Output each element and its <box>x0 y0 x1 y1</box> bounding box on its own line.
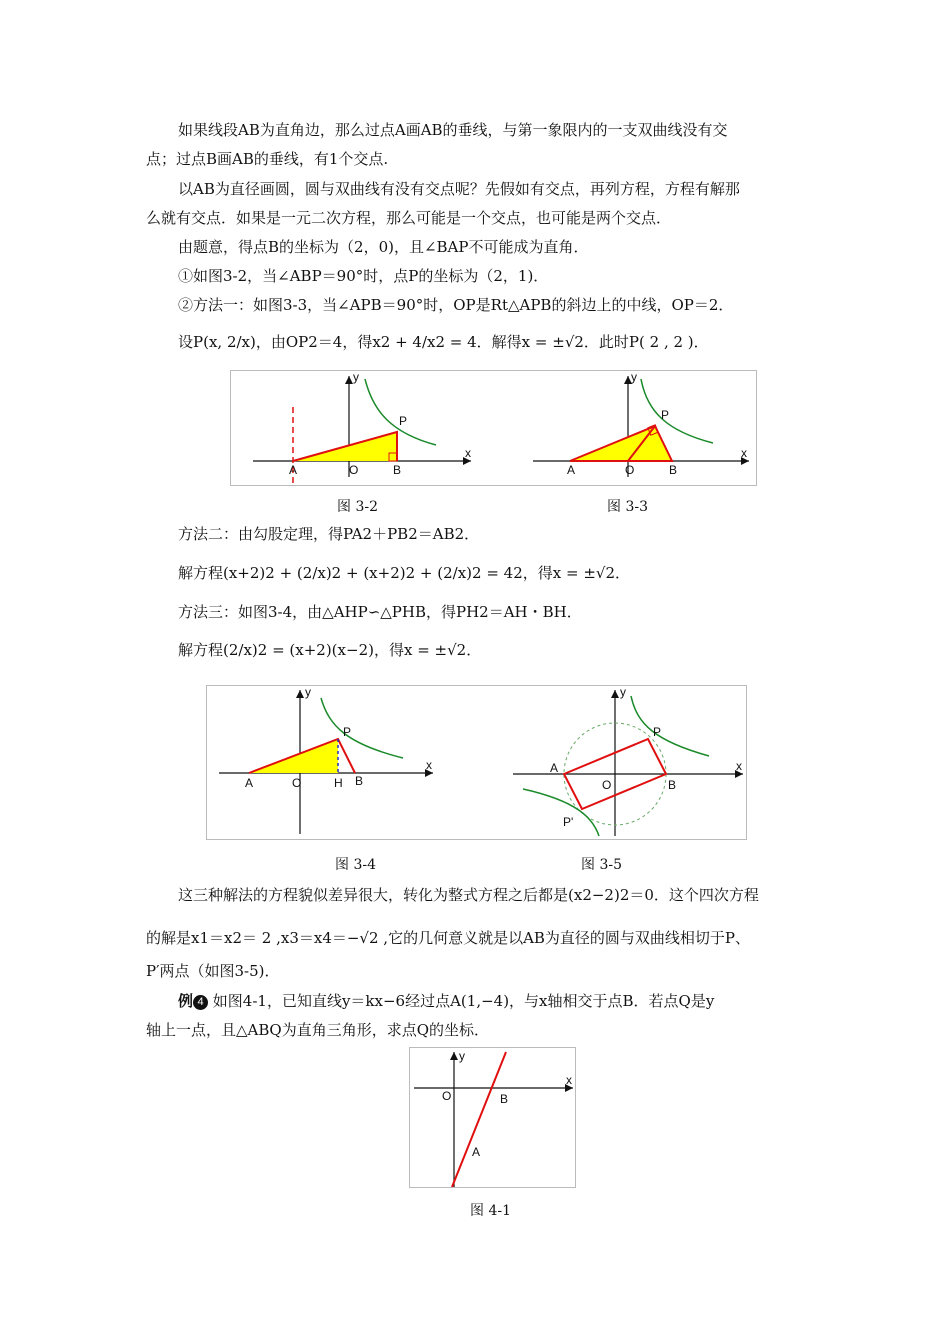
paragraph-line-8: 设P(x, 2/x)，由OP2＝4，得x2 + 4/x2 = 4．解得x = ±√2．此时P( 2 , 2 )． <box>178 333 709 351</box>
f41-x-label: x <box>566 1073 572 1087</box>
f33-y-label: y <box>631 371 637 384</box>
f35-label-A: A <box>550 761 559 775</box>
f33-x-label: x <box>741 446 747 460</box>
f35-y-label: y <box>620 686 626 699</box>
paragraph-line-15: P′两点（如图3-5)． <box>146 962 280 980</box>
f34-label-O: O <box>292 776 302 790</box>
f35-x-label: x <box>736 759 742 773</box>
f32-label-A: A <box>289 463 298 477</box>
f41-y-label: y <box>459 1049 465 1063</box>
example-word: 例 <box>178 992 194 1010</box>
f33-label-P: P <box>661 408 670 422</box>
figure-3-2-3-3-svg <box>231 371 756 485</box>
paragraph-line-17: 轴上一点，且△ABQ为直角三角形，求点Q的坐标． <box>146 1021 489 1039</box>
figure-3-2-3-3-frame <box>230 370 757 486</box>
paragraph-line-5: 由题意，得点B的坐标为（2，0)，且∠BAP不可能成为直角． <box>178 238 589 256</box>
f32-y-label: y <box>353 371 359 384</box>
f34-label-H: H <box>334 776 343 790</box>
f32-y-arrow <box>345 376 353 384</box>
example-number-badge: 4 <box>193 995 208 1010</box>
paragraph-line-7: ②方法一：如图3-3，当∠APB＝90°时，OP是Rt△APB的斜边上的中线，OP＝2． <box>178 296 734 314</box>
f35-hyperbola-lower <box>523 789 599 836</box>
f35-label-O: O <box>602 778 612 792</box>
f35-y-arrow <box>611 690 619 698</box>
f32-hyperbola <box>365 379 436 445</box>
figure-3-4-3-5-svg <box>207 686 746 839</box>
f41-label-A: A <box>472 1145 481 1159</box>
f41-label-B: B <box>500 1092 509 1106</box>
f32-x-label: x <box>465 446 471 460</box>
paragraph-line-6: ①如图3-2，当∠ABP＝90°时，点P的坐标为（2，1)． <box>178 267 549 285</box>
f35-label-P: P <box>653 725 662 739</box>
example-4-text: 如图4-1，已知直线y＝kx−6经过点A(1,−4)，与x轴相交于点B．若点Q是y <box>212 992 715 1010</box>
paragraph-line-12: 解方程(2/x)2 = (x+2)(x−2)，得x = ±√2． <box>178 641 482 659</box>
paragraph-line-2: 点；过点B画AB的垂线，有1个交点. <box>146 150 389 168</box>
example-4-first-line <box>178 991 714 1011</box>
paragraph-line-13: 这三种解法的方程貌似差异很大，转化为整式方程之后都是(x2−2)2＝0．这个四次方程 <box>178 886 759 904</box>
f34-y-arrow <box>296 690 304 698</box>
caption-fig-3-5: 图 3-5 <box>581 857 622 873</box>
paragraph-line-4: 么就有交点．如果是一元二次方程，那么可能是一个交点，也可能是两个交点． <box>146 209 672 227</box>
figure-4-1-svg <box>410 1048 575 1187</box>
paragraph-line-9: 方法二：由勾股定理，得PA2＋PB2＝AB2． <box>178 525 480 543</box>
caption-fig-3-3: 图 3-3 <box>607 499 648 515</box>
f34-label-P: P <box>343 725 352 739</box>
f33-label-O: O <box>625 463 635 477</box>
caption-fig-3-2: 图 3-2 <box>337 499 378 515</box>
caption-fig-3-4: 图 3-4 <box>335 857 376 873</box>
f34-label-A: A <box>245 776 254 790</box>
f35-label-P-prime: P' <box>563 815 574 829</box>
f32-label-P: P <box>399 414 408 428</box>
f41-line <box>452 1052 509 1187</box>
f34-y-label: y <box>305 686 311 699</box>
f34-x-label: x <box>426 758 432 772</box>
paragraph-line-14: 的解是x1＝x2＝ 2 ,x3＝x4＝−√2 ,它的几何意义就是以AB为直径的圆与双曲线相切于P、 <box>146 929 751 947</box>
paragraph-line-11: 方法三：如图3-4，由△AHP∽△PHB，得PH2＝AH・BH． <box>178 603 582 621</box>
figure-3-4-3-5-frame <box>206 685 747 840</box>
f32-label-O: O <box>349 463 359 477</box>
paragraph-line-1: 如果线段AB为直角边，那么过点A画AB的垂线，与第一象限内的一支双曲线没有交 <box>178 121 728 139</box>
f41-label-O: O <box>442 1089 452 1103</box>
f34-label-B: B <box>355 774 364 788</box>
paragraph-line-10: 解方程(x+2)2 + (2/x)2 + (x+2)2 + (2/x)2 = 42，得x = ±√2． <box>178 564 630 582</box>
paragraph-line-3: 以AB为直径画圆，圆与双曲线有没有交点呢？先假如有交点，再列方程，方程有解那 <box>178 180 740 198</box>
f35-label-B: B <box>668 778 677 792</box>
f33-label-B: B <box>669 463 678 477</box>
f35-hyperbola-upper <box>631 696 709 756</box>
figure-4-1-frame <box>409 1047 576 1188</box>
f41-y-arrow <box>450 1052 458 1060</box>
f33-label-A: A <box>567 463 576 477</box>
caption-fig-4-1: 图 4-1 <box>470 1203 511 1219</box>
f32-label-B: B <box>393 463 402 477</box>
